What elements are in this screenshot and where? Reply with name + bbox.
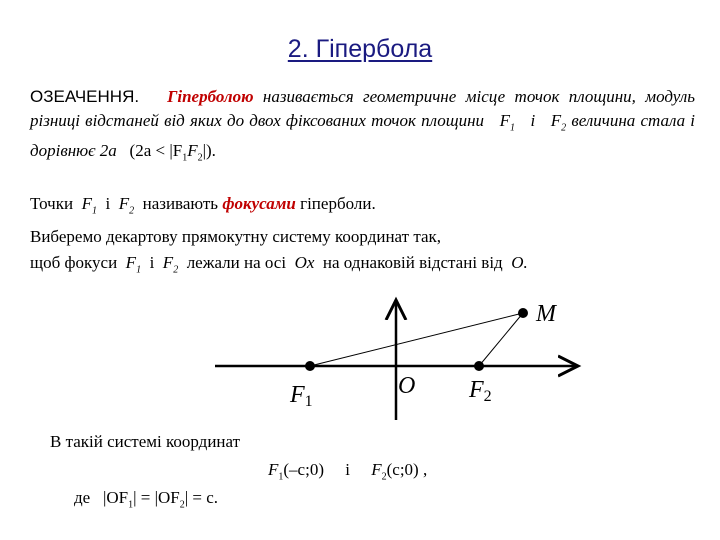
definition-paragraph [30, 85, 695, 170]
label-f2: F2 [469, 377, 492, 405]
foci-f1: $F_1$ [81, 194, 97, 217]
point-m [518, 308, 528, 318]
def-and: і [530, 110, 536, 130]
hyperbola-diagram [210, 290, 610, 420]
definition-lead: ОЗЕАЧЕННЯ. [30, 87, 140, 106]
def-2a: 2a [99, 141, 117, 161]
label-f1: F1 [290, 382, 313, 410]
segment-f1-m [310, 313, 523, 366]
system-line-2: щоб фокуси $F_1$ і $F_2$ лежали на осі Ox на однаковій відстані від O. [30, 253, 528, 276]
foci-line: Точки $F_1$ і $F_2$ називають фокусами гіперболи. [30, 194, 376, 217]
foci-coordinates: $F_1(-c;0)$ і $F_2(c;0)$ , [268, 460, 428, 483]
bottom-intro: В такій системі координат [50, 432, 241, 451]
def-condition: $(2a < |F_1F_2|)$. [129, 141, 216, 164]
def-f2: $F_2$ [550, 110, 567, 133]
label-o: O [398, 373, 416, 399]
term-foci: фокусами [222, 194, 296, 213]
definition-text-1: називається геометричне місце точок площини, модуль різниці відстаней від яких до двох фіксованих точок площини [30, 87, 696, 130]
label-m: M [536, 301, 556, 327]
system-line-1: Виберемо декартову прямокутну систему координат так, [30, 227, 442, 246]
definition-text-2: величина стала і дорівнює [30, 110, 696, 161]
page-title: 2. Гіпербола [287, 35, 433, 63]
foci-f2: $F_2$ [118, 194, 135, 217]
distance-equation: де $|OF_1| = |OF_2| = c$. [74, 488, 219, 511]
term-hyperbola: Гіперболою [167, 87, 254, 106]
focus-f1-point [305, 361, 315, 371]
focus-f2-point [474, 361, 484, 371]
segment-f2-m [479, 313, 523, 366]
def-f1: $F_1$ [499, 110, 515, 133]
